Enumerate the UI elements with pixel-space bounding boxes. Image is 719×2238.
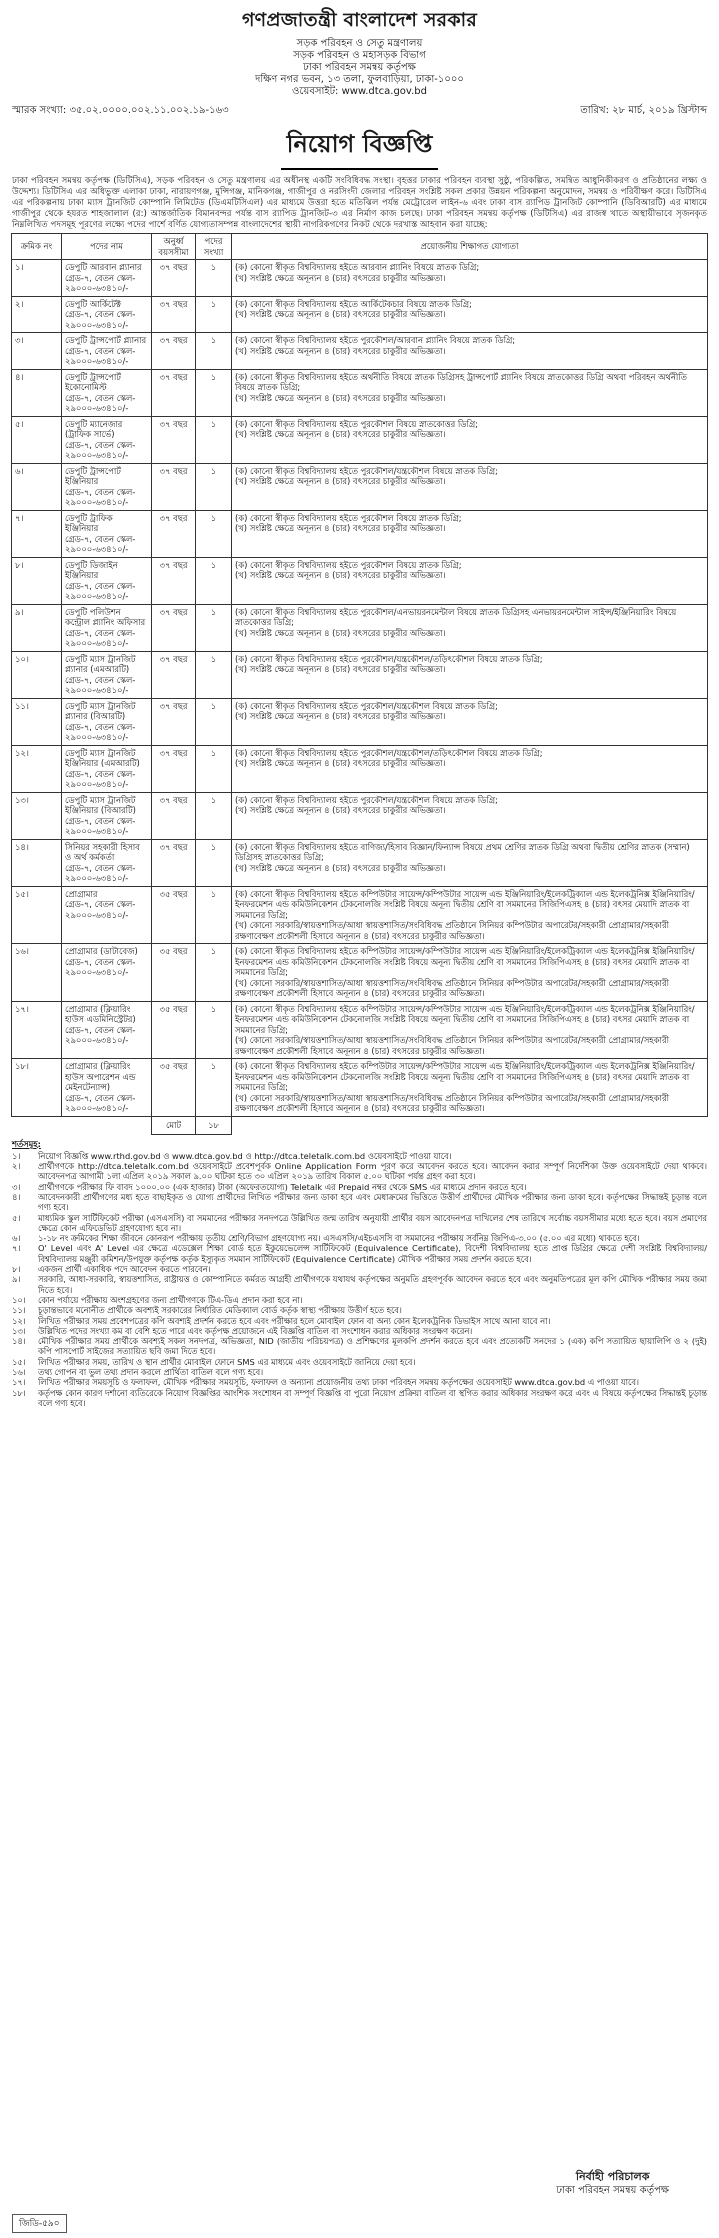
row-qualification	[232, 792, 708, 839]
row-post-count: ১	[196, 1001, 232, 1059]
post-grade: গ্রেড-৭, বেতন স্কেল-	[65, 486, 136, 497]
row-serial: ৭।	[12, 510, 62, 557]
qualification-line: (ক) কোনো স্বীকৃত বিশ্ববিদ্যালয় হইতে পুরকৌশল/যন্ত্রকৌশল বিষয়ে স্নাতক ডিগ্রি;	[235, 700, 498, 711]
qualification-line: (ক) কোনো স্বীকৃত বিশ্ববিদ্যালয় হইতে পুরকৌশল/যন্ত্রকৌশল বিষয়ে স্নাতক ডিগ্রি;	[235, 465, 498, 476]
post-title: প্রোগ্রামার (ডাটাবেজ)	[65, 946, 138, 956]
authority-name: ঢাকা পরিবহন সমন্বয় কর্তৃপক্ষ	[303, 62, 416, 73]
table-row	[12, 1059, 708, 1117]
row-post	[62, 1059, 152, 1117]
row-post-count: ১	[196, 604, 232, 651]
table-header-row	[12, 234, 708, 260]
table-row	[12, 745, 708, 792]
qualification-line: (ক) কোনো স্বীকৃত বিশ্ববিদ্যালয় হইতে পুরকৌশল বিষয়ে স্নাতকোত্তর ডিগ্রি;	[235, 418, 478, 429]
row-age-limit: ৩৭ বছর	[152, 333, 196, 370]
post-grade: গ্রেড-৭, বেতন স্কেল-	[65, 768, 136, 779]
row-serial: ১৮।	[12, 1059, 62, 1117]
qualification-line: (ক) কোনো স্বীকৃত বিশ্ববিদ্যালয় হইতে পুরকৌশল/যন্ত্রকৌশল বিষয়ে স্নাতক ডিগ্রি;	[235, 794, 498, 805]
row-post	[62, 557, 152, 604]
row-post-count: ১	[196, 698, 232, 745]
term-number: ৫।	[12, 1212, 21, 1223]
row-serial: ১৭।	[12, 1001, 62, 1059]
row-qualification	[232, 839, 708, 886]
post-salary: ২৯০০০-৬৩৪১০/-	[65, 319, 129, 330]
qualification-line: (খ) সংশ্লিষ্ট ক্ষেত্রে অনূন্যন ৪ (চার) বৎসরের চাকুরীর অভিজ্ঞতা।	[235, 272, 446, 283]
table-row	[12, 369, 708, 416]
post-grade: গ্রেড-৭, বেতন স্কেল-	[65, 580, 136, 591]
post-salary: ২৯০০০-৬৩৪১০/-	[65, 826, 129, 836]
signature-block	[556, 2170, 669, 2198]
row-post	[62, 839, 152, 886]
row-age-limit: ৩৫ বছর	[152, 1059, 196, 1117]
total-label: মোট	[152, 1116, 196, 1134]
post-grade: গ্রেড-৭, বেতন স্কেল-	[65, 272, 136, 283]
post-grade: গ্রেড-৭, বেতন স্কেল-	[65, 392, 136, 403]
post-salary: ২৯০০০-৬৩৪১০/-	[65, 638, 129, 648]
term-number: ১১।	[12, 1305, 26, 1316]
row-qualification	[232, 296, 708, 333]
term-item	[12, 1357, 707, 1367]
row-qualification	[232, 333, 708, 370]
total-value: ১৮	[196, 1116, 232, 1134]
row-serial: ৩।	[12, 333, 62, 370]
term-item	[12, 1305, 707, 1315]
post-title: প্রোগ্রামার (ক্লিয়ারিং হাউস অপারেশন এন্ড মেইনটেন্যান্স)	[65, 1061, 136, 1092]
division-name: সড়ক পরিবহন ও মহাসড়ক বিভাগ	[293, 50, 426, 61]
signatory-org: ঢাকা পরিবহন সমন্বয় কর্তৃপক্ষ	[556, 2185, 669, 2196]
row-post	[62, 698, 152, 745]
post-title: ডেপুটি ট্রান্সপোর্ট ইঞ্জিনিয়ার	[65, 465, 121, 486]
row-qualification	[232, 886, 708, 944]
post-grade: গ্রেড-৭, বেতন স্কেল-	[65, 309, 136, 319]
term-item	[12, 1326, 707, 1336]
row-post	[62, 604, 152, 651]
term-number: ১৬।	[12, 1367, 26, 1378]
memo-line	[0, 103, 719, 120]
row-post	[62, 651, 152, 698]
post-salary: ২৯০০০-৬৩৪১০/-	[65, 1103, 129, 1113]
col-count: পদের সংখ্যা	[196, 234, 232, 260]
post-title: ডেপুটি ট্রান্সপোর্ট ইকোনোমিস্ট	[65, 371, 121, 392]
row-post	[62, 792, 152, 839]
term-number: ১৩।	[12, 1325, 26, 1336]
row-serial: ১০।	[12, 651, 62, 698]
table-row	[12, 510, 708, 557]
term-text: কর্তৃপক্ষ কোন কারণ দর্শানো ব্যতিরেকে নিয়োগ বিজ্ঞপ্তির আংশিক সংশোধন বা সম্পূর্ণ বিজ্ঞপ্তি বা পুরো নিয়োগ প্রক্রিয়া বাতিল বা স্থগিত করার অধিকার সংরক্ষণ করে এবং এ বিষয়ে কর্তৃপক্ষের সিদ্ধান্তই চূড়ান্ত বলে গণ্য হবে।	[38, 1387, 707, 1408]
post-grade: গ্রেড-৭, বেতন স্কেল-	[65, 862, 136, 873]
term-text: O' Level এবং A' Level এর ক্ষেত্রে এডেক্সেল শিক্ষা বোর্ড হতে ইকুয়েভেলেন্স সার্টিফিকেট (Equivalence Certificate), বিদেশী বিশ্ববিদ্যালয় হতে প্রাপ্ত ডিগ্রির ক্ষেত্রে দেশী সংশ্লিষ্ট বিশ্ববিদ্যালয়/বিশ্ববিদ্যালয় মঞ্জুরী কমিশন/উপযুক্ত কর্তৃপক্ষ কর্তৃক ইস্যুকৃত সমমান সার্টিফিকেট (Equivalence Certificate) মৌখিক পরীক্ষার সময় প্রদর্শন করতে হবে।	[38, 1243, 707, 1264]
post-grade: গ্রেড-৭, বেতন স্কেল-	[65, 1024, 136, 1035]
post-salary: ২৯০০০-৬৩৪১০/-	[65, 873, 129, 883]
qualification-line: (ক) কোনো স্বীকৃত বিশ্ববিদ্যালয় হইতে পুরকৌশল/যন্ত্রকৌশল/তড়িৎকৌশল বিষয়ে স্নাতক ডিগ্রি;	[235, 747, 543, 758]
row-post-count: ১	[196, 1059, 232, 1117]
row-post-count: ১	[196, 260, 232, 297]
row-post	[62, 944, 152, 1002]
post-title: ডেপুটি ট্রাফিক ইঞ্জিনিয়ার	[65, 512, 113, 533]
term-text: উল্লিখিত পদের সংখ্যা কম বা বেশি হতে পারে এবং কর্তৃপক্ষ প্রয়োজনে এই বিজ্ঞপ্তি বাতিল বা সংশোধন করার অধিকার সংরক্ষণ করেন।	[38, 1325, 473, 1336]
row-qualification	[232, 510, 708, 557]
row-age-limit: ৩৭ বছর	[152, 369, 196, 416]
post-title: ডেপুটি ডিজাইন ইঞ্জিনিয়ার	[65, 559, 118, 580]
row-serial: ১২।	[12, 745, 62, 792]
row-post	[62, 886, 152, 944]
row-post-count: ১	[196, 792, 232, 839]
row-post-count: ১	[196, 333, 232, 370]
qualification-line: (ক) কোনো স্বীকৃত বিশ্ববিদ্যালয় হইতে আর্কিটেকচার বিষয়ে স্নাতক ডিগ্রি;	[235, 298, 472, 309]
row-post-count: ১	[196, 296, 232, 333]
row-post	[62, 260, 152, 297]
term-number: ১।	[12, 1150, 21, 1161]
term-text: মৌখিক পরীক্ষার সময় প্রার্থীকে অবশ্যই সকল সনদপত্র, অভিজ্ঞতা, NID (জাতীয় পরিচয়পত্র) ও প্রশিক্ষণের মূলকপি প্রদর্শন করতে হবে এবং প্রত্যেকটি সনদের ১ (এক) কপি সত্যায়িত ছায়ালিপি ও ২ (দুই) কপি পাসপোর্ট সাইজের সত্যায়িত ছবি জমা দিতে হবে।	[38, 1336, 707, 1357]
table-row	[12, 296, 708, 333]
qualification-line: (ক) কোনো স্বীকৃত বিশ্ববিদ্যালয় হইতে পুরকৌশল বিষয়ে স্নাতক ডিগ্রি;	[235, 512, 462, 523]
row-post	[62, 296, 152, 333]
term-number: ৬।	[12, 1233, 21, 1244]
row-serial: ৫।	[12, 416, 62, 463]
post-salary: ২৯০০০-৬৩৪১০/-	[65, 779, 129, 789]
post-title: ডেপুটি ম্যাস ট্রানজিট প্ল্যানার (এমআরটি)	[65, 653, 136, 674]
term-item	[12, 1388, 707, 1409]
row-post	[62, 1001, 152, 1059]
post-salary: ২৯০০০-৬৩৪১০/-	[65, 967, 129, 977]
post-salary: ২৯০০০-৬৩৪১০/-	[65, 283, 129, 293]
row-post	[62, 416, 152, 463]
post-title: ডেপুটি ম্যাস ট্রানজিট ইঞ্জিনিয়ার (এমআরটি)	[65, 747, 140, 768]
row-post	[62, 369, 152, 416]
terms-list	[12, 1151, 707, 1408]
post-salary: ২৯০০০-৬৩৪১০/-	[65, 497, 129, 507]
row-qualification	[232, 369, 708, 416]
qualification-line: (ক) কোনো স্বীকৃত বিশ্ববিদ্যালয় হইতে অর্থনীতি বিষয়ে স্নাতক ডিগ্রিসহ ট্রান্সপোর্ট প্ল্যানিং বিষয়ে স্নাতকোত্তর ডিগ্রি অথবা পরিবহন অর্থনীতি বিষয়ে স্নাতক ডিগ্রি;	[235, 371, 687, 392]
row-serial: ৯।	[12, 604, 62, 651]
row-qualification	[232, 260, 708, 297]
table-body	[12, 260, 708, 1117]
table-row	[12, 651, 708, 698]
post-grade: গ্রেড-৭, বেতন স্কেল-	[65, 345, 136, 356]
row-post-count: ১	[196, 745, 232, 792]
post-salary: ২৯০০০-৬৩৪১০/-	[65, 544, 129, 554]
post-salary: ২৯০০০-৬৩৪১০/-	[65, 732, 129, 742]
post-title: সিনিয়র সহকারী হিসাব ও অর্থ কর্মকর্তা	[65, 841, 140, 862]
post-grade: গ্রেড-৭, বেতন স্কেল-	[65, 439, 136, 450]
qualification-line: (খ) কোনো সরকারি/স্বায়ত্তশাসিত/আধা স্বায়ত্তশাসিত/সংবিধিবদ্ধ প্রতিষ্ঠানে সিনিয়র কম্পিউটার অপারেটর/সহকারী প্রোগ্রামার/সহকারী রক্ষণাবেক্ষণ প্রকৌশলী হিসাবে অনূন্যন ৪ (চার) বৎসরের চাকুরীর অভিজ্ঞতা।	[235, 920, 669, 941]
term-text: নিয়োগ বিজ্ঞপ্তি www.rthd.gov.bd ও www.dtca.gov.bd ও http://dtca.teletalk.com.bd ওয়েবসাইটে পাওয়া যাবে।	[38, 1150, 452, 1161]
row-serial: ৬।	[12, 463, 62, 510]
post-title: প্রোগ্রামার (ক্লিয়ারিং হাউস এডমিনিস্ট্রেটর)	[65, 1003, 136, 1024]
post-title: প্রোগ্রামার	[65, 888, 98, 899]
qualification-line: (ক) কোনো স্বীকৃত বিশ্ববিদ্যালয় হইতে কম্পিউটার সায়েন্স/কম্পিউটার সায়েন্স এন্ড ইঞ্জিনিয়ারিং/ইলেকট্রিক্যাল এন্ড ইলেকট্রনিক্স ইঞ্জিনিয়ারিং/ইনফরমেশন এন্ড কমিউনিকেশন টেকনোলজি সংশ্লিষ্ট বিষয়ে অনূন্য দ্বিতীয় শ্রেণি বা সমমানের সিজিপিএসহ ৪ (চার) বৎসর মেয়াদি স্নাতক বা সমমানের ডিগ্রি;	[235, 888, 695, 920]
post-salary: ২৯০০০-৬৩৪১০/-	[65, 403, 129, 413]
term-number: ১৫।	[12, 1356, 26, 1367]
memo-date: তারিখ: ২৮ মার্চ, ২০১৯ খ্রিস্টাব্দ	[580, 105, 707, 116]
table-row	[12, 944, 708, 1002]
notice-title: নিয়োগ বিজ্ঞপ্তি	[281, 126, 439, 170]
term-item	[12, 1182, 707, 1192]
letterhead	[0, 6, 719, 98]
qualification-line: (ক) কোনো স্বীকৃত বিশ্ববিদ্যালয় হইতে পুরকৌশল/আরবান প্ল্যানিং বিষয়ে স্নাতক ডিগ্রি;	[235, 335, 516, 345]
qualification-line: (খ) সংশ্লিষ্ট ক্ষেত্রে অনূন্যন ৪ (চার) বৎসরের চাকুরীর অভিজ্ঞতা।	[235, 664, 446, 674]
row-age-limit: ৩৫ বছর	[152, 944, 196, 1002]
term-item	[12, 1264, 707, 1274]
term-number: ১২।	[12, 1315, 26, 1326]
row-post-count: ১	[196, 944, 232, 1002]
row-age-limit: ৩৭ বছর	[152, 698, 196, 745]
term-text: কোন পর্যায়ে পরীক্ষায় অংশগ্রহণের জন্য প্রার্থীগণকে টিএ-ডিএ প্রদান করা হবে না।	[38, 1294, 303, 1305]
qualification-line: (ক) কোনো স্বীকৃত বিশ্ববিদ্যালয় হইতে বাণিজ্য/হিসাব বিজ্ঞান/ফিন্যান্স বিষয়ে প্রথম শ্রেণির স্নাতক ডিগ্রি অথবা দ্বিতীয় শ্রেণির স্নাতক (সম্মান) ডিগ্রিসহ স্নাতকোত্তর ডিগ্রি;	[235, 841, 690, 862]
term-text: প্রার্থীগণকে পরীক্ষার ফি বাবদ ১০০০.০০ (এক হাজার) টাকা (অফেরতযোগ্য) Teletalk এর Prepaid নম্বর থেকে SMS এর মাধ্যমে প্রদান করতে হবে।	[38, 1181, 527, 1192]
qualification-line: (খ) সংশ্লিষ্ট ক্ষেত্রে অনূন্যন ৪ (চার) বৎসরের চাকুরীর অভিজ্ঞতা।	[235, 523, 446, 533]
term-text: একজন প্রার্থী একাধিক পদে আবেদন করতে পারবেন।	[38, 1264, 211, 1275]
row-post-count: ১	[196, 416, 232, 463]
qualification-line: (খ) কোনো সরকারি/স্বায়ত্তশাসিত/আধা স্বায়ত্তশাসিত/সংবিধিবদ্ধ প্রতিষ্ঠানে সিনিয়র কম্পিউটার অপারেটর/সহকারী প্রোগ্রামার/সহকারী রক্ষণাবেক্ষণ প্রকৌশলী হিসাবে অনূন্যন ৪ (চার) বৎসরের চাকুরীর অভিজ্ঞতা।	[235, 1092, 669, 1113]
term-text: লিখিত পরীক্ষার সময়সূচি ও ফলাফল, মৌখিক পরীক্ষার সময়সূচি, ফলাফল ও অন্যান্য প্রয়োজনীয় তথ্য ঢাকা পরিবহন সমন্বয় কর্তৃপক্ষের ওয়েবসাইট www.dtca.gov.bd এ পাওয়া যাবে।	[38, 1377, 639, 1388]
intro-paragraph: ঢাকা পরিবহন সমন্বয় কর্তৃপক্ষ (ডিটিসিএ), সড়ক পরিবহন ও সেতু মন্ত্রণালয় এর অধীনস্থ একটি সংবিধিবদ্ধ সংস্থা। বৃহত্তর ঢাকার পরিবহন ব্যবস্থা সুষ্ঠু, পরিকল্পিত, সমন্বিত আধুনিকীকরণ ও প্রতিষ্ঠানের লক্ষ্য ও উদ্দেশ্য। ডিটিসিএ এর অধিভুক্ত এলাকা ঢাকা, নারায়ণগঞ্জ, মুন্সিগঞ্জ, মানিকগঞ্জ, গাজীপুর ও নরসিংদী জেলার পরিবহন সংশ্লিষ্ট সকল প্রকার উন্নয়ন পরিকল্পনা অনুমোদন, সমন্বয় ও পরিবীক্ষণ করে। ডিটিসিএ এর পরিকল্পনায় ঢাকা ম্যাস ট্রানজিট কোম্পানি লিমিটেড (ডিএমটিসিএল) এর মাধ্যমে উত্তরা হতে মতিঝিল পর্যন্ত মেট্রোরেল লাইন-৬ এবং ঢাকা বাস র‍্যাপিড ট্রানজিট কোম্পানি (ডিবিআরটি) এর মাধ্যমে গাজীপুর থেকে হযরত শাহজালাল (র:) আন্তর্জাতিক বিমানবন্দর পর্যন্ত বাস র‍্যাপিড ট্রানজিট-৩ এর নির্মাণ কাজ চলছে। ঢাকা পরিবহন সমন্বয় কর্তৃপক্ষ (ডিটিসিএ) এর রাজস্ব খাতে অস্থায়ীভাবে সৃজনকৃত নিম্নলিখিত পদসমূহ পূরণের লক্ষ্যে পদের পার্শে বর্ণিত যোগ্যতাসম্পন্ন বাংলাদেশের স্থায়ী নাগরিকগণের নিকট থেকে দরখাস্ত আহবান করা যাচ্ছে:	[12, 176, 707, 230]
post-salary: ২৯০০০-৬৩৪১০/-	[65, 685, 129, 695]
row-age-limit: ৩৭ বছর	[152, 604, 196, 651]
row-serial: ১।	[12, 260, 62, 297]
post-grade: গ্রেড-৭, বেতন স্কেল-	[65, 815, 136, 826]
col-qualification: প্রয়োজনীয় শিক্ষাগত যোগ্যতা	[232, 234, 708, 260]
ministry-name: সড়ক পরিবহন ও সেতু মন্ত্রণালয়	[296, 38, 423, 49]
post-title: ডেপুটি আর্কিটেক্ট	[65, 298, 121, 309]
qualification-line: (ক) কোনো স্বীকৃত বিশ্ববিদ্যালয় হইতে পুরকৌশল/যন্ত্রকৌশল/তড়িৎকৌশল বিষয়ে স্নাতক ডিগ্রি;	[235, 653, 543, 664]
row-serial: ২।	[12, 296, 62, 333]
term-item	[12, 1367, 707, 1377]
qualification-line: (ক) কোনো স্বীকৃত বিশ্ববিদ্যালয় হইতে কম্পিউটার সায়েন্স/কম্পিউটার সায়েন্স এন্ড ইঞ্জিনিয়ারিং/ইলেকট্রিক্যাল এন্ড ইলেকট্রনিক্স ইঞ্জিনিয়ারিং/ইনফরমেশন এন্ড কমিউনিকেশন টেকনোলজি সংশ্লিষ্ট বিষয়ে অনূন্য দ্বিতীয় শ্রেণি বা সমমানের সিজিপিএসহ ৪ (চার) বৎসর মেয়াদি স্নাতক বা সমমানের ডিগ্রি;	[235, 1003, 695, 1035]
term-item	[12, 1243, 707, 1264]
col-age: অনুর্ধ্ব বয়সসীমা	[152, 234, 196, 260]
post-salary: ২৯০০০-৬৩৪১০/-	[65, 1035, 129, 1045]
website[interactable]: ওয়েবসাইট: www.dtca.gov.bd	[292, 86, 427, 97]
table-row	[12, 604, 708, 651]
table-row	[12, 260, 708, 297]
term-text: মাধ্যমিক স্কুল সার্টিফিকেট পরীক্ষা (এসএসসি) বা সমমানের পরীক্ষার সনদপত্রে উল্লিখিত জন্ম তারিখ অনুযায়ী প্রার্থীর বয়স আবেদনপত্র দাখিলের শেষ তারিখে সর্বোচ্চ বয়সসীমার মধ্যে হতে হবে। বয়স প্রমাণের ক্ষেত্রে কোন এফিডেভিট গ্রহণযোগ্য হবে না।	[38, 1212, 707, 1233]
total-row	[12, 1116, 708, 1134]
qualification-line: (খ) কোনো সরকারি/স্বায়ত্তশাসিত/আধা স্বায়ত্তশাসিত/সংবিধিবদ্ধ প্রতিষ্ঠানে সিনিয়র কম্পিউটার অপারেটর/সহকারী প্রোগ্রামার/সহকারী রক্ষণাবেক্ষণ প্রকৌশলী হিসাবে অনূন্যন ৪ (চার) বৎসরের চাকুরীর অভিজ্ঞতা।	[235, 977, 669, 998]
row-age-limit: ৩৭ বছর	[152, 416, 196, 463]
office-address: দক্ষিণ নগর ভবন, ১৩ তলা, ফুলবাড়িয়া, ঢাকা-১০০০	[255, 74, 464, 85]
row-post-count: ১	[196, 651, 232, 698]
row-age-limit: ৩৭ বছর	[152, 510, 196, 557]
signatory-title: নির্বাহী পরিচালক	[575, 2170, 650, 2183]
row-serial: ১৫।	[12, 886, 62, 944]
row-age-limit: ৩৭ বছর	[152, 651, 196, 698]
terms-heading: শর্তসমূহ:	[12, 1138, 41, 1149]
term-number: ৯।	[12, 1274, 21, 1285]
memo-number: স্মারক সংখ্যা: ৩৫.০২.০০০০.০০২.১১.০০২.১৯-১৬৩	[12, 105, 229, 116]
row-age-limit: ৩৭ বছর	[152, 260, 196, 297]
qualification-line: (ক) কোনো স্বীকৃত বিশ্ববিদ্যালয় হইতে পুরকৌশল/এনভায়রনমেন্টাল বিষয়ে স্নাতক ডিগ্রিসহ এনভায়রনমেন্টাল সাইন্স/ইঞ্জিনিয়ারিং বিষয়ে স্নাতকোত্তর ডিগ্রি;	[235, 606, 677, 627]
row-post-count: ১	[196, 463, 232, 510]
row-post	[62, 510, 152, 557]
term-number: ২।	[12, 1161, 21, 1172]
term-item	[12, 1295, 707, 1305]
term-item	[12, 1213, 707, 1234]
col-post: পদের নাম	[62, 234, 152, 260]
row-post	[62, 463, 152, 510]
row-serial: ১৩।	[12, 792, 62, 839]
qualification-line: (খ) সংশ্লিষ্ট ক্ষেত্রে অনূন্যন ৪ (চার) বৎসরের চাকুরীর অভিজ্ঞতা।	[235, 711, 446, 721]
term-number: ১৮।	[12, 1387, 26, 1398]
term-text: ১-১৮ নং ক্রমিকের শিক্ষা জীবনে কোনরূপ পরীক্ষায় তৃতীয় শ্রেণি/বিভাগ গ্রহণযোগ্য নয়। এসএসসি/এইচএসসি বা সমমানের পরীক্ষায় সর্বনিম্ন জিপিএ-৩.০০ (৫.০০ এর মধ্যে) থাকতে হবে।	[38, 1233, 640, 1244]
table-row	[12, 792, 708, 839]
row-age-limit: ৩৭ বছর	[152, 463, 196, 510]
term-text: তথ্য গোপন বা ভুল তথ্য প্রদান করলে প্রার্থিতা বাতিল বলে গণ্য হবে।	[38, 1367, 264, 1378]
term-number: ৩।	[12, 1181, 21, 1192]
row-qualification	[232, 745, 708, 792]
row-serial: ১৪।	[12, 839, 62, 886]
row-serial: ১১।	[12, 698, 62, 745]
row-post-count: ১	[196, 886, 232, 944]
table-row	[12, 333, 708, 370]
post-grade: গ্রেড-৭, বেতন স্কেল-	[65, 674, 136, 685]
term-item	[12, 1336, 707, 1357]
post-salary: ২৯০০০-৬৩৪১০/-	[65, 356, 129, 366]
qualification-line: (ক) কোনো স্বীকৃত বিশ্ববিদ্যালয় হইতে কম্পিউটার সায়েন্স/কম্পিউটার সায়েন্স এন্ড ইঞ্জিনিয়ারিং/ইলেকট্রিক্যাল এন্ড ইলেকট্রনিক্স ইঞ্জিনিয়ারিং/ইনফরমেশন এন্ড কমিউনিকেশন টেকনোলজি সংশ্লিষ্ট বিষয়ে অনূন্য দ্বিতীয় শ্রেণি বা সমমানের সিজিপিএসহ ৪ (চার) বৎসর মেয়াদি স্নাতক বা সমমানের ডিগ্রি;	[235, 1061, 695, 1092]
row-qualification	[232, 944, 708, 1002]
row-qualification	[232, 557, 708, 604]
term-item	[12, 1377, 707, 1387]
term-text: আবেদনকারী প্রার্থীগণের মধ্য হতে বাছাইকৃত ও যোগ্য প্রার্থীদের লিখিত পরীক্ষার জন্য ডাকা হবে এবং মেধাক্রমের ভিত্তিতে উত্তীর্ণ প্রার্থীদের মৌখিক পরীক্ষার জন্য ডাকা হবে। কর্তৃপক্ষের সিদ্ধান্তই চূড়ান্ত বলে গণ্য হবে।	[38, 1191, 707, 1213]
qualification-line: (খ) সংশ্লিষ্ট ক্ষেত্রে অনূন্যন ৪ (চার) বৎসরের চাকুরীর অভিজ্ঞতা।	[235, 805, 446, 815]
post-grade: গ্রেড-৭, বেতন স্কেল-	[65, 627, 136, 638]
table-row	[12, 416, 708, 463]
title-wrap	[0, 126, 719, 170]
government-name: গণপ্রজাতন্ত্রী বাংলাদেশ সরকার	[242, 9, 477, 31]
row-age-limit: ৩৭ বছর	[152, 745, 196, 792]
term-item	[12, 1233, 707, 1243]
post-salary: ২৯০০০-৬৩৪১০/-	[65, 591, 129, 601]
row-age-limit: ৩৭ বছর	[152, 296, 196, 333]
row-serial: ১৬।	[12, 944, 62, 1002]
table-row	[12, 839, 708, 886]
term-number: ৭।	[12, 1243, 21, 1254]
term-item	[12, 1151, 707, 1161]
qualification-line: (খ) সংশ্লিষ্ট ক্ষেত্রে অনূন্যন ৪ (চার) বৎসরের চাকুরীর অভিজ্ঞতা।	[235, 862, 446, 873]
row-qualification	[232, 604, 708, 651]
qualification-line: (খ) সংশ্লিষ্ট ক্ষেত্রে অনূন্যন ৪ (চার) বৎসরের চাকুরীর অভিজ্ঞতা।	[235, 758, 446, 768]
post-grade: গ্রেড-৭, বেতন স্কেল-	[65, 899, 136, 909]
row-post-count: ১	[196, 839, 232, 886]
row-qualification	[232, 416, 708, 463]
post-title: ডেপুটি ম্যানেজার (ট্রাফিক সার্ভে)	[65, 418, 123, 439]
qualification-line: (খ) সংশ্লিষ্ট ক্ষেত্রে অনূন্যন ৪ (চার) বৎসরের চাকুরীর অভিজ্ঞতা।	[235, 476, 446, 486]
qualification-line: (ক) কোনো স্বীকৃত বিশ্ববিদ্যালয় হইতে আরবান প্ল্যানিং বিষয়ে স্নাতক ডিগ্রি;	[235, 262, 480, 272]
row-qualification	[232, 463, 708, 510]
post-grade: গ্রেড-৭, বেতন স্কেল-	[65, 721, 136, 732]
term-text: সরকারি, আধা-সরকারি, স্বায়ত্তশাসিত, রাষ্ট্রায়ত্ত ও কোম্পানিতে কর্মরত আগ্রহী প্রার্থীগণকে যথাযথ কর্তৃপক্ষের অনুমতি গ্রহণপূর্বক আবেদন করতে হবে এবং অনুমতিপত্রের মূল কপি মৌখিক পরীক্ষার সময় জমা দিতে হবে।	[38, 1274, 707, 1295]
row-post-count: ১	[196, 557, 232, 604]
qualification-line: (খ) কোনো সরকারি/স্বায়ত্তশাসিত/আধা স্বায়ত্তশাসিত/সংবিধিবদ্ধ প্রতিষ্ঠানে সিনিয়র কম্পিউটার অপারেটর/সহকারী প্রোগ্রামার/সহকারী রক্ষণাবেক্ষণ প্রকৌশলী হিসাবে অনূন্যন ৪ (চার) বৎসরের চাকুরীর অভিজ্ঞতা।	[235, 1035, 669, 1056]
post-title: ডেপুটি ম্যাস ট্রানজিট প্ল্যানার (বিআরটি)	[65, 700, 136, 721]
post-salary: ২৯০০০-৬৩৪১০/-	[65, 450, 129, 460]
table-row	[12, 557, 708, 604]
qualification-line: (ক) কোনো স্বীকৃত বিশ্ববিদ্যালয় হইতে কম্পিউটার সায়েন্স/কম্পিউটার সায়েন্স এন্ড ইঞ্জিনিয়ারিং/ইলেকট্রিক্যাল এন্ড ইলেকট্রনিক্স ইঞ্জিনিয়ারিং/ইনফরমেশন এন্ড কমিউনিকেশন টেকনোলজি সংশ্লিষ্ট বিষয়ে অনূন্য দ্বিতীয় শ্রেণি বা সমমানের সিজিপিএসহ ৪ (চার) বৎসর মেয়াদি স্নাতক বা সমমানের ডিগ্রি;	[235, 946, 695, 977]
qualification-line: (খ) সংশ্লিষ্ট ক্ষেত্রে অনূন্যন ৪ (চার) বৎসরের চাকুরীর অভিজ্ঞতা।	[235, 309, 446, 319]
qualification-line: (ক) কোনো স্বীকৃত বিশ্ববিদ্যালয় হইতে পুরকৌশল বিষয়ে স্নাতক ডিগ্রি;	[235, 559, 462, 570]
term-number: ১৭।	[12, 1377, 26, 1388]
row-post	[62, 333, 152, 370]
term-number: ৮।	[12, 1264, 21, 1275]
term-number: ১০।	[12, 1294, 26, 1305]
table-row	[12, 886, 708, 944]
page	[0, 6, 719, 2238]
term-text: প্রার্থীগণকে http://dtca.teletalk.com.bd ওয়েবসাইটে প্রবেশপূর্বক Online Application Form পূরণ করে আবেদন করতে হবে। আবেদন করার সম্পূর্ণ নির্দেশিকা উক্ত ওয়েবসাইটে দেয়া থাকবে। আবেদনপত্র আগামী ১লা এপ্রিল ২০১৯ সকাল ৯.০০ ঘটিকা হতে ৩০ এপ্রিল ২০১৯ তারিখ বিকাল ৫.০০ ঘটিকা পর্যন্ত গ্রহণ করা হবে।	[38, 1161, 707, 1182]
row-age-limit: ৩৭ বছর	[152, 557, 196, 604]
term-number: ৪।	[12, 1191, 21, 1202]
post-title: ডেপুটি পলিউশন কন্ট্রোল প্ল্যানিং অফিসার	[65, 606, 146, 627]
term-item	[12, 1274, 707, 1295]
term-item	[12, 1192, 707, 1213]
term-item	[12, 1316, 707, 1326]
row-serial: ৮।	[12, 557, 62, 604]
term-text: লিখিত পরীক্ষার সময় প্রবেশপত্রের কপি অবশ্যই প্রদর্শন করতে হবে এবং পরীক্ষার হলে মোবাইল ফোন বা অন্য কোন ইলেকট্রনিক ডিভাইস সাথে আনা যাবে না।	[38, 1315, 551, 1326]
row-age-limit: ৩৫ বছর	[152, 1001, 196, 1059]
row-age-limit: ৩৭ বছর	[152, 792, 196, 839]
qualification-line: (খ) সংশ্লিষ্ট ক্ষেত্রে অনূন্যন ৪ (চার) বৎসরের চাকুরীর অভিজ্ঞতা।	[235, 570, 446, 580]
row-qualification	[232, 1059, 708, 1117]
post-title: ডেপুটি ম্যাস ট্রানজিট ইঞ্জিনিয়ার (বিআরটি)	[65, 794, 136, 815]
row-serial: ৪।	[12, 369, 62, 416]
post-grade: গ্রেড-৭, বেতন স্কেল-	[65, 533, 136, 544]
qualification-line: (খ) সংশ্লিষ্ট ক্ষেত্রে অনূন্যন ৪ (চার) বৎসরের চাকুরীর অভিজ্ঞতা।	[235, 627, 446, 638]
post-salary: ২৯০০০-৬৩৪১০/-	[65, 909, 129, 920]
post-title: ডেপুটি ট্রান্সপোর্ট প্ল্যানার	[65, 335, 147, 345]
col-serial: ক্রমিক নং	[12, 234, 62, 260]
row-post	[62, 745, 152, 792]
gd-code: জিডি-৫৯০	[12, 2214, 67, 2233]
qualification-line: (খ) সংশ্লিষ্ট ক্ষেত্রে অনূন্যন ৪ (চার) বৎসরের চাকুরীর অভিজ্ঞতা।	[235, 345, 446, 356]
post-grade: গ্রেড-৭, বেতন স্কেল-	[65, 956, 136, 967]
term-text: চূড়ান্তভাবে মনোনীত প্রার্থীকে অবশ্যই সরকারের নির্ধারিত মেডিক্যাল বোর্ড কর্তৃক স্বাস্থ্য পরীক্ষায় উত্তীর্ণ হতে হবে।	[38, 1305, 402, 1316]
qualification-line: (খ) সংশ্লিষ্ট ক্ষেত্রে অনূন্যন ৪ (চার) বৎসরের চাকুরীর অভিজ্ঞতা।	[235, 392, 446, 403]
terms-section	[0, 1135, 719, 1409]
posts-table	[11, 233, 708, 1135]
term-text: লিখিত পরীক্ষার সময়, তারিখ ও স্থান প্রার্থীর মোবাইল ফোনে SMS এর মাধ্যমে এবং ওয়েবসাইটে জানিয়ে দেয়া হবে।	[38, 1356, 416, 1367]
table-row	[12, 698, 708, 745]
table-row	[12, 1001, 708, 1059]
row-qualification	[232, 651, 708, 698]
term-item	[12, 1161, 707, 1182]
post-title: ডেপুটি আরবান প্ল্যানার	[65, 262, 142, 272]
row-qualification	[232, 698, 708, 745]
post-grade: গ্রেড-৭, বেতন স্কেল-	[65, 1092, 136, 1103]
row-qualification	[232, 1001, 708, 1059]
row-age-limit: ৩৫ বছর	[152, 886, 196, 944]
row-post-count: ১	[196, 369, 232, 416]
qualification-line: (খ) সংশ্লিষ্ট ক্ষেত্রে অনূন্যন ৪ (চার) বৎসরের চাকুরীর অভিজ্ঞতা।	[235, 429, 446, 439]
row-age-limit: ৩৭ বছর	[152, 839, 196, 886]
term-number: ১৪।	[12, 1336, 26, 1347]
table-row	[12, 463, 708, 510]
row-post-count: ১	[196, 510, 232, 557]
